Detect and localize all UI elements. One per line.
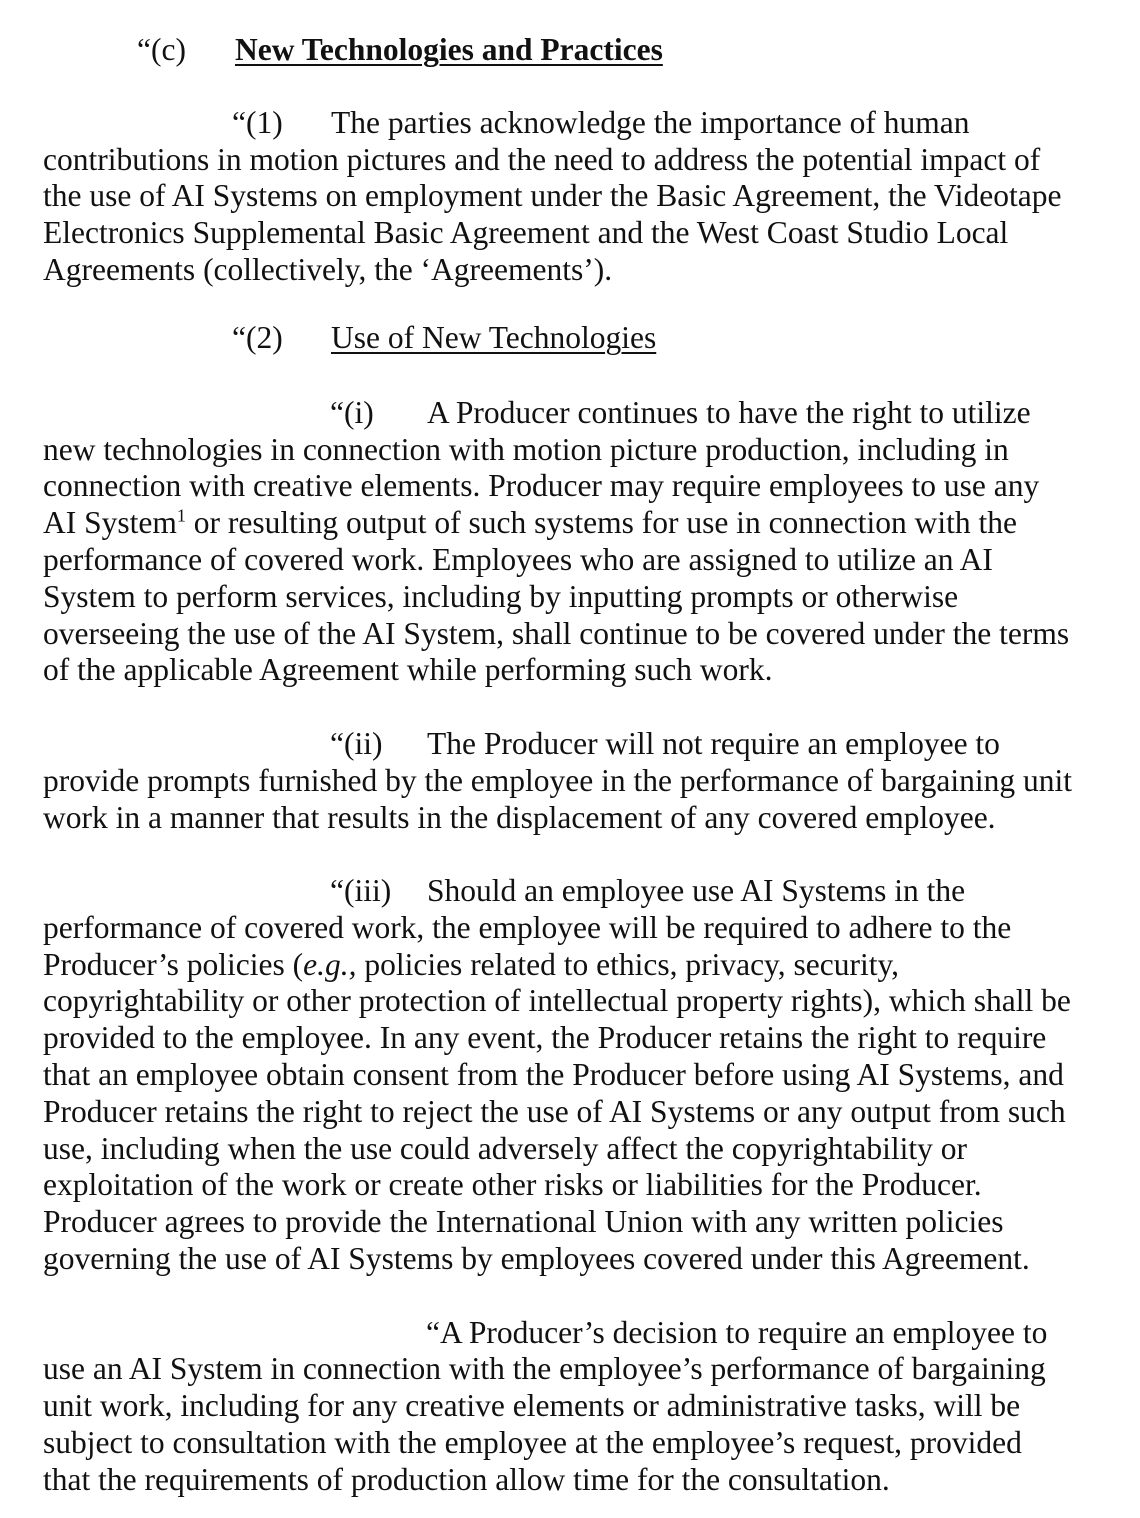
para-i-text: or resulting output of such systems for use in connection with the xyxy=(185,505,1017,540)
para-iii-italic-text: e.g., xyxy=(303,947,357,982)
para-i-text: AI System xyxy=(43,505,177,540)
para-2-label: “(2) xyxy=(232,320,283,355)
para-iii-label: “(iii) xyxy=(330,873,392,908)
para-ii-line: work in a manner that results in the displacement of any covered employee. xyxy=(43,800,996,835)
para-iii-line: that an employee obtain consent from the Producer before using AI Systems, and xyxy=(43,1057,1064,1092)
para-ii-line: provide prompts furnished by the employee in the performance of bargaining unit xyxy=(43,763,1073,798)
para-i-line: A Producer continues to have the right to utilize xyxy=(427,395,1031,430)
para-1-line: contributions in motion pictures and the need to address the potential impact of xyxy=(43,142,1041,177)
para-iii-text: Producer’s policies ( xyxy=(43,947,304,982)
para-1-line: Agreements (collectively, the ‘Agreements’). xyxy=(43,252,613,287)
para-ii-label: “(ii) xyxy=(330,726,383,761)
para-iii-line: performance of covered work, the employee will be required to adhere to the xyxy=(43,910,1012,945)
para-1-line: Electronics Supplemental Basic Agreement and the West Coast Studio Local xyxy=(43,215,1009,250)
para-i-line: of the applicable Agreement while performing such work. xyxy=(43,652,773,687)
para-decision-line: that the requirements of production allow time for the consultation. xyxy=(43,1462,890,1497)
para-iii-line: governing the use of AI Systems by employees covered under this Agreement. xyxy=(43,1241,1030,1276)
para-iii-line xyxy=(43,946,899,983)
section-c-label: “(c) xyxy=(137,32,186,67)
para-i-line xyxy=(43,504,1017,541)
para-ii-line: The Producer will not require an employee to xyxy=(427,726,1000,761)
para-1-line: the use of AI Systems on employment under the Basic Agreement, the Videotape xyxy=(43,178,1062,213)
para-decision-line: subject to consultation with the employee at the employee’s request, provided xyxy=(43,1425,1022,1460)
para-2-heading: Use of New Technologies xyxy=(331,320,657,355)
para-i-line: new technologies in connection with motion picture production, including in xyxy=(43,432,1009,467)
para-iii-line: use, including when the use could adversely affect the copyrightability or xyxy=(43,1131,968,1166)
para-iii-line: copyrightability or other protection of intellectual property rights), which shall be xyxy=(43,983,1071,1018)
para-i-label: “(i) xyxy=(330,395,374,430)
para-1-line: The parties acknowledge the importance of human xyxy=(331,105,970,140)
para-iii-line: provided to the employee. In any event, the Producer retains the right to require xyxy=(43,1020,1047,1055)
para-iii-line: Should an employee use AI Systems in the xyxy=(427,873,966,908)
footnote-marker: 1 xyxy=(176,505,186,526)
para-decision-line: use an AI System in connection with the employee’s performance of bargaining xyxy=(43,1351,1046,1386)
para-i-line: connection with creative elements. Producer may require employees to use any xyxy=(43,468,1040,503)
section-c-heading: New Technologies and Practices xyxy=(235,32,663,67)
para-iii-line: exploitation of the work or create other risks or liabilities for the Producer. xyxy=(43,1167,982,1202)
para-iii-text: policies related to ethics, privacy, security, xyxy=(356,947,900,982)
para-decision-line: “A Producer’s decision to require an employee to xyxy=(426,1315,1048,1350)
para-i-line: System to perform services, including by inputting prompts or otherwise xyxy=(43,579,959,614)
para-decision-line: unit work, including for any creative elements or administrative tasks, will be xyxy=(43,1388,1021,1423)
para-i-line: overseeing the use of the AI System, shall continue to be covered under the terms xyxy=(43,616,1070,651)
para-iii-line: Producer retains the right to reject the use of AI Systems or any output from such xyxy=(43,1094,1066,1129)
para-1-label: “(1) xyxy=(232,105,283,140)
para-iii-line: Producer agrees to provide the International Union with any written policies xyxy=(43,1204,1004,1239)
para-i-line: performance of covered work. Employees who are assigned to utilize an AI xyxy=(43,542,993,577)
